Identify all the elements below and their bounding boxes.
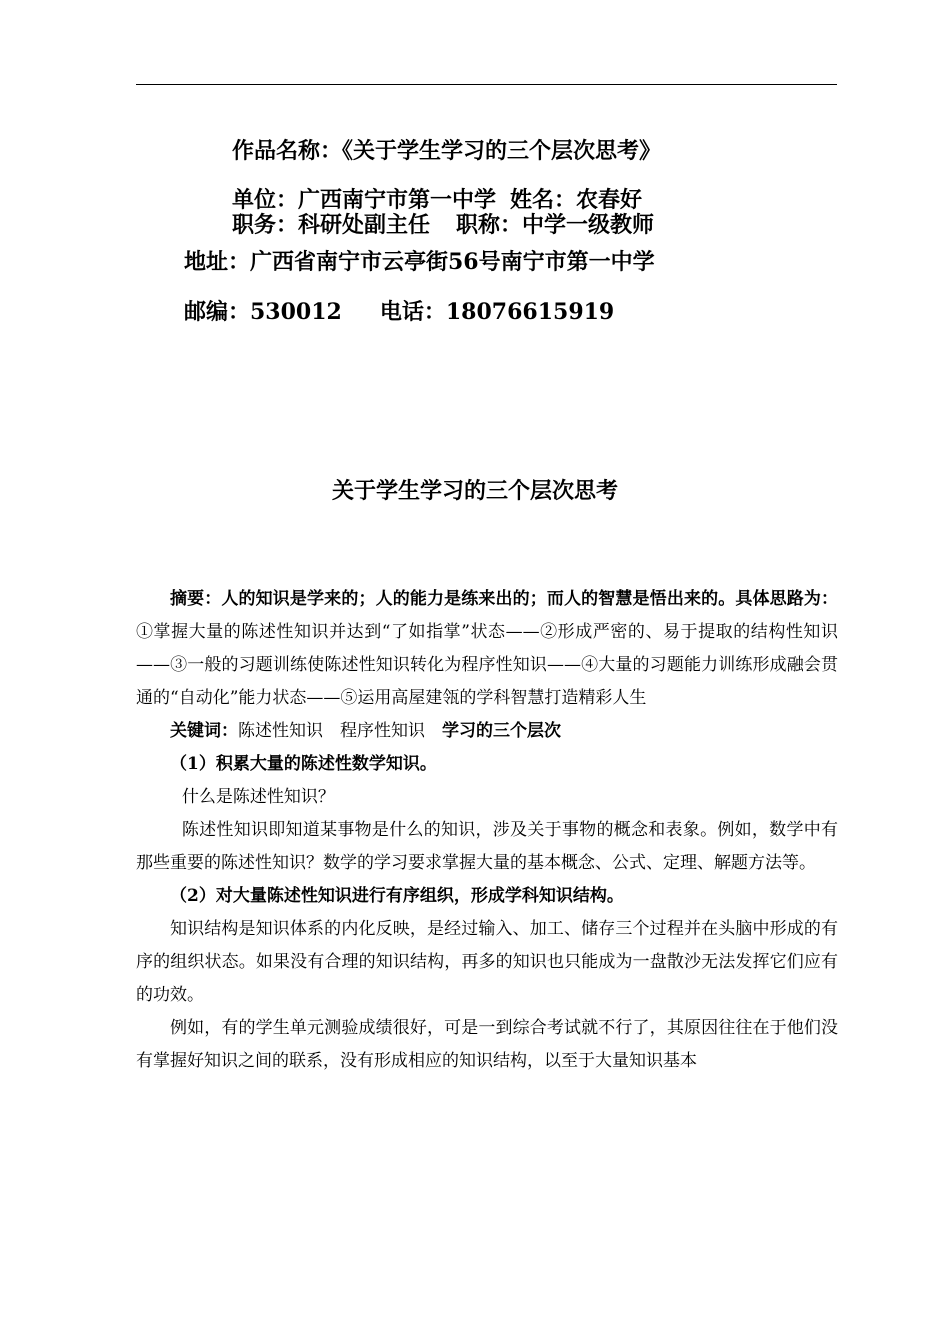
keywords-label: 关键词： — [170, 721, 238, 741]
abstract — [136, 583, 838, 715]
abstract-text: ①掌握大量的陈述性知识并达到“了如指掌”状态——②形成严密的、易于提取的结构性知识——③一般的习题训练使陈述性知识转化为程序性知识——④大量的习题能力训练形成融会贯通的“自动化”能力状态——⑤运用高屋建瓴的学科智慧打造精彩人生 — [136, 622, 838, 708]
paragraph-2: 知识结构是知识体系的内化反映，是经过输入、加工、储存三个过程并在头脑中形成的有序的组织状态。如果没有合理的知识结构，再多的知识也只能成为一盘散沙无法发挥它们应有的功效。 — [136, 919, 838, 1005]
paragraph-1: 陈述性知识即知道某事物是什么的知识，涉及关于事物的概念和表象。例如，数学中有那些重要的陈述性知识？数学的学习要求掌握大量的基本概念、公式、定理、解题方法等。 — [136, 820, 838, 873]
header-rule — [136, 84, 837, 85]
article-title: 关于学生学习的三个层次思考 — [331, 478, 618, 504]
position-label: 职务：科研处副主任 — [232, 212, 431, 238]
keyword-2: 程序性知识 — [340, 721, 425, 741]
author-name: 姓名：农春好 — [510, 187, 643, 213]
unit-label: 单位：广西南宁市第一中学 — [232, 187, 497, 213]
abstract-label: 摘要：人的知识是学来的；人的能力是练来出的；而人的智慧是悟出来的。具体思路为： — [170, 589, 838, 609]
keyword-3: 学习的三个层次 — [442, 721, 561, 741]
section-1-heading: （1）积累大量的陈述性数学知识。 — [170, 754, 437, 774]
postcode: 邮编：530012 — [184, 299, 342, 325]
keyword-1: 陈述性知识 — [238, 721, 323, 741]
rank-label: 职称：中学一级教师 — [456, 212, 655, 238]
phone: 电话：18076615919 — [379, 299, 615, 325]
work-title: 作品名称：《关于学生学习的三个层次思考》 — [232, 138, 662, 164]
paragraph-3: 例如，有的学生单元测验成绩很好，可是一到综合考试就不行了，其原因往往在于他们没有掌握好知识之间的联系，没有形成相应的知识结构，以至于大量知识基本 — [136, 1018, 838, 1071]
position-rank-line — [232, 214, 654, 236]
keywords — [136, 715, 838, 748]
question: 什么是陈述性知识？ — [181, 787, 335, 807]
section-2-heading: （2）对大量陈述性知识进行有序组织，形成学科知识结构。 — [170, 886, 624, 906]
article-body — [136, 583, 838, 1078]
postcode-phone-line — [184, 301, 614, 323]
unit-name-line — [232, 189, 642, 211]
address: 地址：广西省南宁市云亭街56号南宁市第一中学 — [184, 249, 655, 275]
